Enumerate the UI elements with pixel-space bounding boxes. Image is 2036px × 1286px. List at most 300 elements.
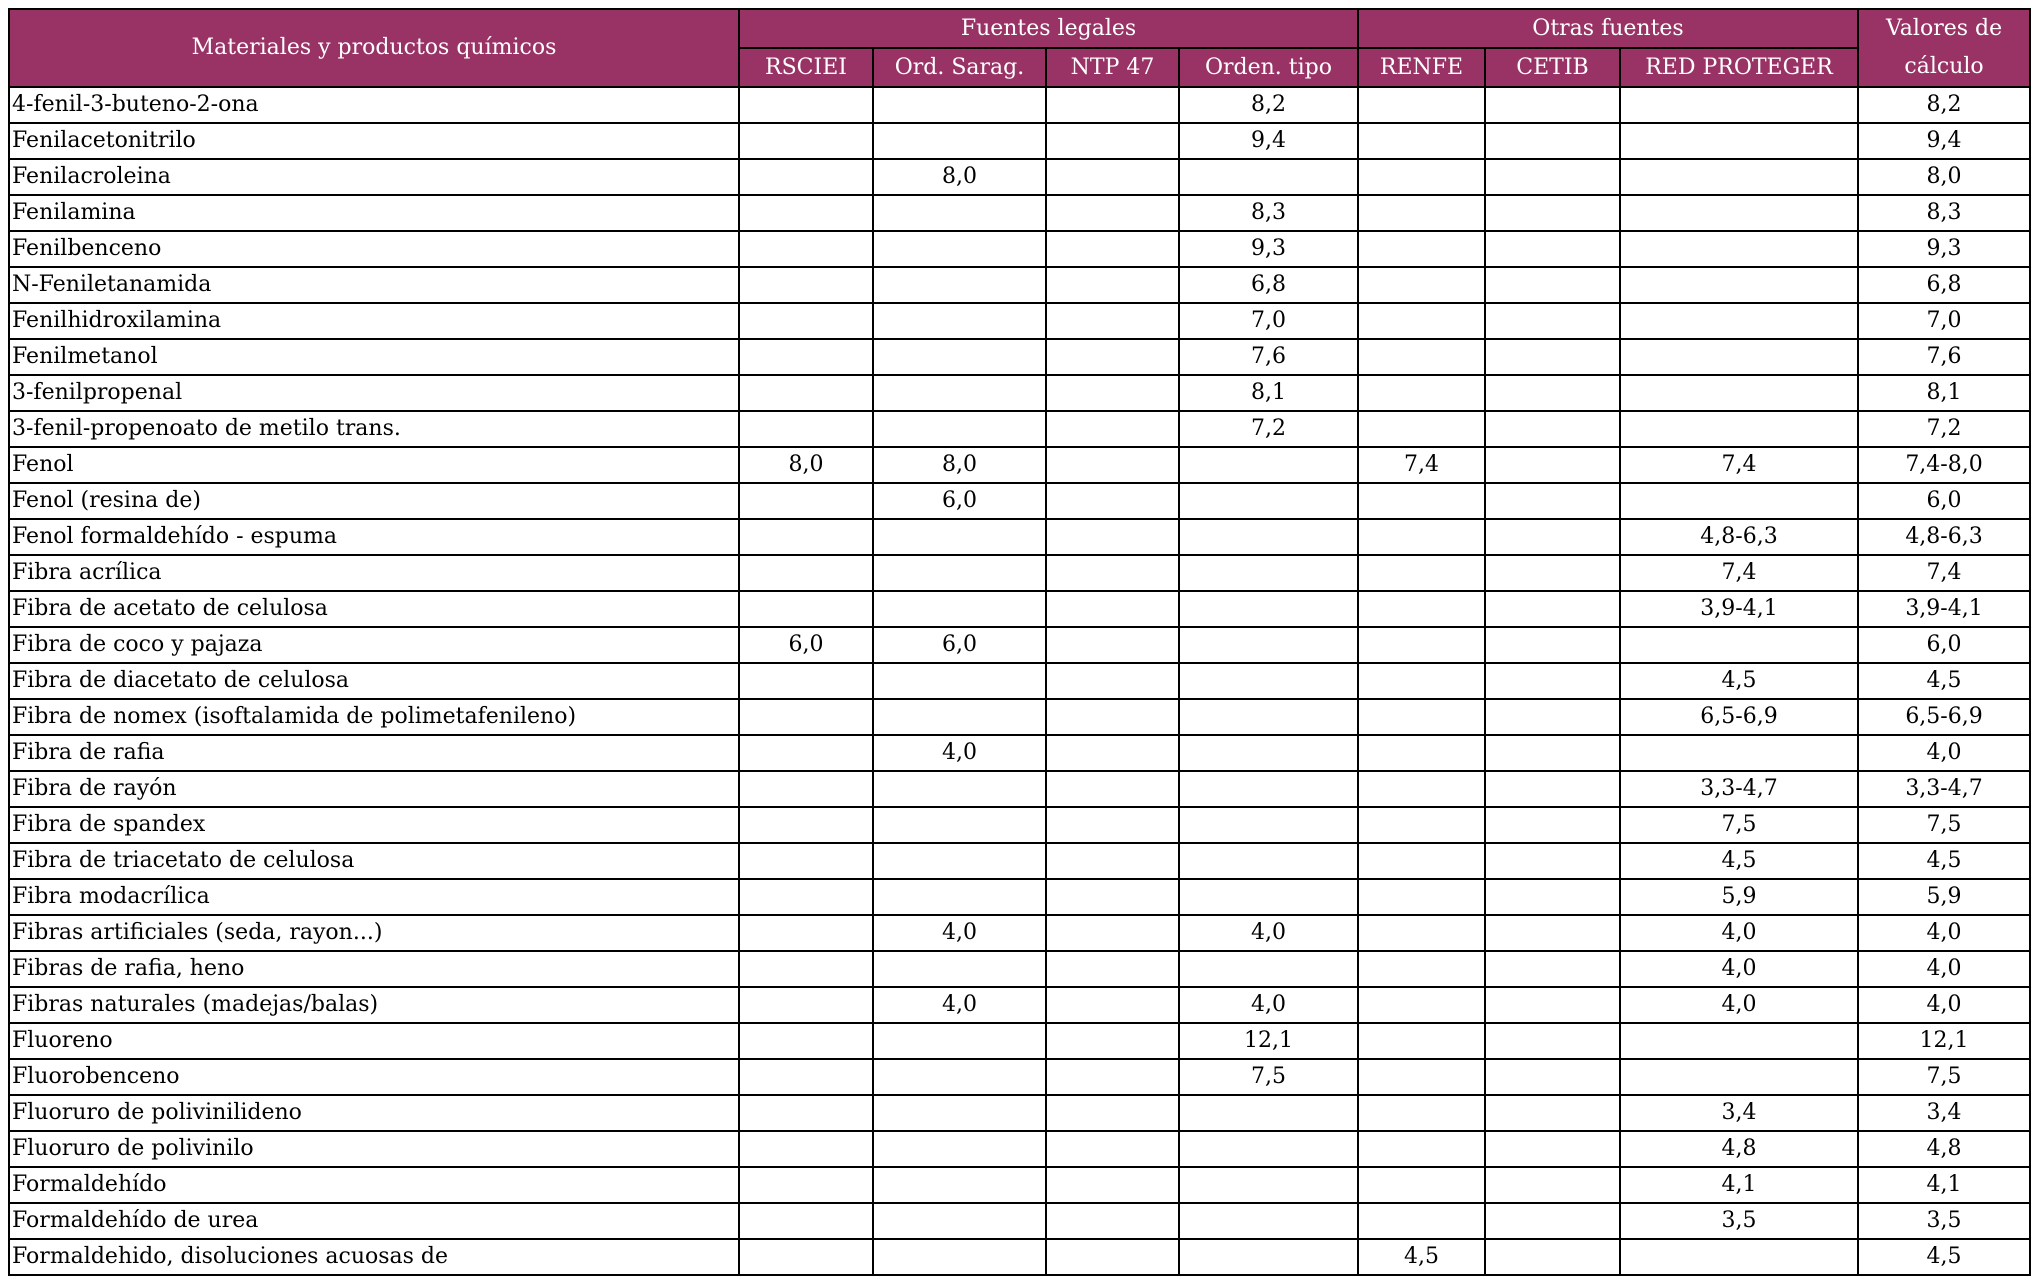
value-cell bbox=[739, 519, 873, 555]
value-cell bbox=[873, 1167, 1046, 1203]
value-cell bbox=[1046, 951, 1179, 987]
value-cell bbox=[739, 1167, 873, 1203]
header-calculation-values: Valores de cálculo bbox=[1858, 9, 2030, 87]
material-name-cell: Fenol (resina de) bbox=[9, 483, 739, 519]
value-cell bbox=[739, 1239, 873, 1275]
material-name-cell: Fibras artificiales (seda, rayon...) bbox=[9, 915, 739, 951]
value-cell bbox=[1046, 231, 1179, 267]
calculation-value-cell: 7,2 bbox=[1858, 411, 2030, 447]
value-cell: 4,0 bbox=[873, 915, 1046, 951]
value-cell bbox=[1620, 1023, 1858, 1059]
table-row bbox=[9, 1059, 2030, 1095]
value-cell bbox=[1179, 555, 1358, 591]
value-cell bbox=[1485, 951, 1620, 987]
value-cell bbox=[1358, 1131, 1485, 1167]
value-cell bbox=[1046, 1059, 1179, 1095]
value-cell bbox=[1046, 807, 1179, 843]
material-name-cell: Fluoruro de polivinilo bbox=[9, 1131, 739, 1167]
value-cell bbox=[1358, 915, 1485, 951]
value-cell bbox=[1358, 519, 1485, 555]
value-cell bbox=[739, 987, 873, 1023]
value-cell: 3,9-4,1 bbox=[1620, 591, 1858, 627]
table-body bbox=[9, 87, 2030, 1275]
value-cell bbox=[1179, 735, 1358, 771]
value-cell bbox=[873, 699, 1046, 735]
value-cell bbox=[1046, 339, 1179, 375]
table-row bbox=[9, 1095, 2030, 1131]
calculation-value-cell: 8,1 bbox=[1858, 375, 2030, 411]
value-cell: 8,3 bbox=[1179, 195, 1358, 231]
value-cell bbox=[873, 555, 1046, 591]
value-cell bbox=[1046, 591, 1179, 627]
value-cell bbox=[1485, 411, 1620, 447]
calculation-value-cell: 8,3 bbox=[1858, 195, 2030, 231]
value-cell bbox=[1358, 591, 1485, 627]
value-cell: 7,5 bbox=[1179, 1059, 1358, 1095]
value-cell bbox=[1485, 771, 1620, 807]
value-cell bbox=[1179, 1167, 1358, 1203]
calculation-value-cell: 6,0 bbox=[1858, 627, 2030, 663]
value-cell bbox=[873, 1095, 1046, 1131]
value-cell: 8,0 bbox=[873, 159, 1046, 195]
value-cell bbox=[1358, 87, 1485, 123]
table-row bbox=[9, 267, 2030, 303]
value-cell bbox=[1358, 267, 1485, 303]
value-cell bbox=[1485, 87, 1620, 123]
calculation-value-cell: 7,4-8,0 bbox=[1858, 447, 2030, 483]
value-cell bbox=[1046, 1023, 1179, 1059]
value-cell: 4,0 bbox=[1179, 915, 1358, 951]
value-cell bbox=[1620, 627, 1858, 663]
value-cell bbox=[873, 231, 1046, 267]
value-cell: 6,0 bbox=[873, 483, 1046, 519]
material-name-cell: Fibra de acetato de celulosa bbox=[9, 591, 739, 627]
table-row bbox=[9, 375, 2030, 411]
value-cell bbox=[1358, 987, 1485, 1023]
value-cell bbox=[873, 1023, 1046, 1059]
value-cell: 4,5 bbox=[1620, 663, 1858, 699]
value-cell bbox=[1358, 231, 1485, 267]
value-cell bbox=[1620, 231, 1858, 267]
material-name-cell: Fibra de coco y pajaza bbox=[9, 627, 739, 663]
value-cell bbox=[1485, 591, 1620, 627]
table-row bbox=[9, 447, 2030, 483]
value-cell bbox=[1485, 339, 1620, 375]
calculation-value-cell: 4,0 bbox=[1858, 735, 2030, 771]
value-cell bbox=[1179, 1203, 1358, 1239]
header-group-row bbox=[9, 9, 2030, 48]
value-cell bbox=[1179, 159, 1358, 195]
value-cell bbox=[1485, 195, 1620, 231]
calculation-value-cell: 4,0 bbox=[1858, 951, 2030, 987]
table-row bbox=[9, 303, 2030, 339]
value-cell: 8,1 bbox=[1179, 375, 1358, 411]
value-cell bbox=[739, 735, 873, 771]
calculation-value-cell: 7,4 bbox=[1858, 555, 2030, 591]
value-cell bbox=[873, 843, 1046, 879]
material-name-cell: Fluoruro de polivinilideno bbox=[9, 1095, 739, 1131]
value-cell bbox=[739, 555, 873, 591]
value-cell: 4,5 bbox=[1620, 843, 1858, 879]
header-col-ntp47: NTP 47 bbox=[1046, 48, 1179, 87]
value-cell bbox=[1046, 411, 1179, 447]
value-cell: 4,8-6,3 bbox=[1620, 519, 1858, 555]
value-cell bbox=[873, 303, 1046, 339]
material-name-cell: Fibras naturales (madejas/balas) bbox=[9, 987, 739, 1023]
value-cell bbox=[1179, 1131, 1358, 1167]
value-cell bbox=[1179, 1239, 1358, 1275]
value-cell bbox=[739, 123, 873, 159]
value-cell bbox=[739, 699, 873, 735]
value-cell bbox=[873, 87, 1046, 123]
material-name-cell: Fluoreno bbox=[9, 1023, 739, 1059]
value-cell bbox=[1358, 843, 1485, 879]
value-cell bbox=[1358, 1167, 1485, 1203]
value-cell: 4,5 bbox=[1358, 1239, 1485, 1275]
value-cell bbox=[873, 1239, 1046, 1275]
value-cell bbox=[739, 1023, 873, 1059]
table-row bbox=[9, 123, 2030, 159]
value-cell bbox=[1046, 519, 1179, 555]
value-cell bbox=[1358, 303, 1485, 339]
value-cell bbox=[1046, 483, 1179, 519]
value-cell bbox=[1485, 1239, 1620, 1275]
value-cell bbox=[873, 663, 1046, 699]
material-name-cell: Fenol formaldehído - espuma bbox=[9, 519, 739, 555]
value-cell bbox=[1620, 123, 1858, 159]
header-materials: Materiales y productos químicos bbox=[9, 9, 739, 87]
material-name-cell: Fibra de rafia bbox=[9, 735, 739, 771]
value-cell: 6,0 bbox=[873, 627, 1046, 663]
value-cell bbox=[1358, 555, 1485, 591]
value-cell bbox=[873, 1203, 1046, 1239]
header-other-sources: Otras fuentes bbox=[1358, 9, 1858, 48]
value-cell bbox=[1358, 771, 1485, 807]
calculation-value-cell: 4,0 bbox=[1858, 915, 2030, 951]
value-cell bbox=[1620, 267, 1858, 303]
calculation-value-cell: 9,3 bbox=[1858, 231, 2030, 267]
value-cell bbox=[1046, 1167, 1179, 1203]
table-row bbox=[9, 807, 2030, 843]
value-cell bbox=[873, 375, 1046, 411]
value-cell bbox=[1179, 447, 1358, 483]
value-cell bbox=[1485, 1167, 1620, 1203]
value-cell bbox=[1485, 267, 1620, 303]
value-cell bbox=[1358, 663, 1485, 699]
value-cell bbox=[1620, 1059, 1858, 1095]
material-name-cell: Fibra de rayón bbox=[9, 771, 739, 807]
material-name-cell: Fibra de nomex (isoftalamida de polimetafenileno) bbox=[9, 699, 739, 735]
table-row bbox=[9, 879, 2030, 915]
value-cell bbox=[1046, 1131, 1179, 1167]
material-name-cell: Formaldehído bbox=[9, 1167, 739, 1203]
value-cell bbox=[739, 843, 873, 879]
value-cell bbox=[739, 879, 873, 915]
material-name-cell: N-Feniletanamida bbox=[9, 267, 739, 303]
value-cell bbox=[1620, 303, 1858, 339]
value-cell bbox=[1485, 447, 1620, 483]
value-cell bbox=[873, 123, 1046, 159]
value-cell bbox=[739, 303, 873, 339]
value-cell bbox=[1485, 159, 1620, 195]
value-cell bbox=[1046, 843, 1179, 879]
calculation-value-cell: 4,8-6,3 bbox=[1858, 519, 2030, 555]
value-cell: 8,0 bbox=[739, 447, 873, 483]
value-cell bbox=[1358, 807, 1485, 843]
value-cell bbox=[1046, 303, 1179, 339]
value-cell bbox=[1485, 1095, 1620, 1131]
value-cell bbox=[739, 1203, 873, 1239]
value-cell bbox=[1358, 879, 1485, 915]
material-name-cell: Fibras de rafia, heno bbox=[9, 951, 739, 987]
value-cell bbox=[873, 519, 1046, 555]
value-cell bbox=[873, 807, 1046, 843]
value-cell bbox=[739, 483, 873, 519]
value-cell bbox=[1485, 519, 1620, 555]
value-cell bbox=[1046, 771, 1179, 807]
value-cell bbox=[873, 267, 1046, 303]
value-cell: 4,0 bbox=[873, 735, 1046, 771]
value-cell bbox=[739, 1131, 873, 1167]
value-cell bbox=[739, 1059, 873, 1095]
value-cell bbox=[1358, 1095, 1485, 1131]
value-cell bbox=[739, 807, 873, 843]
value-cell bbox=[1620, 1239, 1858, 1275]
value-cell: 4,0 bbox=[1179, 987, 1358, 1023]
material-name-cell: Fenilhidroxilamina bbox=[9, 303, 739, 339]
calculation-value-cell: 12,1 bbox=[1858, 1023, 2030, 1059]
value-cell: 6,5-6,9 bbox=[1620, 699, 1858, 735]
value-cell bbox=[1620, 483, 1858, 519]
value-cell bbox=[1046, 879, 1179, 915]
value-cell bbox=[1485, 987, 1620, 1023]
value-cell bbox=[1179, 483, 1358, 519]
material-name-cell: Fibra de spandex bbox=[9, 807, 739, 843]
table-row bbox=[9, 483, 2030, 519]
value-cell bbox=[739, 591, 873, 627]
value-cell bbox=[739, 195, 873, 231]
value-cell bbox=[1620, 375, 1858, 411]
table-row bbox=[9, 627, 2030, 663]
value-cell bbox=[1046, 375, 1179, 411]
value-cell bbox=[1620, 159, 1858, 195]
material-name-cell: Fenol bbox=[9, 447, 739, 483]
material-name-cell: Fibra acrílica bbox=[9, 555, 739, 591]
calculation-value-cell: 3,5 bbox=[1858, 1203, 2030, 1239]
value-cell bbox=[1620, 339, 1858, 375]
table-row bbox=[9, 87, 2030, 123]
value-cell bbox=[1179, 807, 1358, 843]
value-cell bbox=[1179, 627, 1358, 663]
value-cell: 5,9 bbox=[1620, 879, 1858, 915]
value-cell bbox=[1046, 267, 1179, 303]
header-legal-sources: Fuentes legales bbox=[739, 9, 1358, 48]
calculation-value-cell: 7,6 bbox=[1858, 339, 2030, 375]
value-cell bbox=[739, 663, 873, 699]
value-cell: 4,0 bbox=[1620, 951, 1858, 987]
material-name-cell: Fibra de diacetato de celulosa bbox=[9, 663, 739, 699]
table-row bbox=[9, 1203, 2030, 1239]
value-cell bbox=[1179, 951, 1358, 987]
value-cell: 4,0 bbox=[1620, 987, 1858, 1023]
calculation-value-cell: 3,9-4,1 bbox=[1858, 591, 2030, 627]
value-cell bbox=[739, 339, 873, 375]
calculation-value-cell: 8,2 bbox=[1858, 87, 2030, 123]
value-cell bbox=[1358, 735, 1485, 771]
calculation-value-cell: 4,5 bbox=[1858, 843, 2030, 879]
table-row bbox=[9, 519, 2030, 555]
value-cell bbox=[1358, 1203, 1485, 1239]
material-name-cell: 3-fenilpropenal bbox=[9, 375, 739, 411]
value-cell bbox=[1485, 699, 1620, 735]
material-name-cell: Formaldehído de urea bbox=[9, 1203, 739, 1239]
value-cell bbox=[873, 771, 1046, 807]
value-cell bbox=[1179, 699, 1358, 735]
value-cell: 12,1 bbox=[1179, 1023, 1358, 1059]
value-cell bbox=[1046, 1239, 1179, 1275]
value-cell bbox=[1485, 1203, 1620, 1239]
value-cell bbox=[1485, 231, 1620, 267]
value-cell bbox=[1485, 627, 1620, 663]
value-cell: 7,4 bbox=[1620, 555, 1858, 591]
value-cell bbox=[1046, 987, 1179, 1023]
value-cell: 3,5 bbox=[1620, 1203, 1858, 1239]
value-cell: 3,4 bbox=[1620, 1095, 1858, 1131]
calculation-value-cell: 7,5 bbox=[1858, 1059, 2030, 1095]
value-cell bbox=[873, 1131, 1046, 1167]
value-cell bbox=[1046, 1095, 1179, 1131]
calculation-value-cell: 8,0 bbox=[1858, 159, 2030, 195]
table-row bbox=[9, 735, 2030, 771]
calculation-value-cell: 4,0 bbox=[1858, 987, 2030, 1023]
material-name-cell: Fenilmetanol bbox=[9, 339, 739, 375]
table-row bbox=[9, 1131, 2030, 1167]
value-cell bbox=[1046, 699, 1179, 735]
value-cell bbox=[1046, 663, 1179, 699]
value-cell bbox=[1046, 195, 1179, 231]
table-row bbox=[9, 1023, 2030, 1059]
material-name-cell: Fenilbenceno bbox=[9, 231, 739, 267]
value-cell bbox=[873, 339, 1046, 375]
value-cell bbox=[1485, 879, 1620, 915]
value-cell bbox=[739, 1095, 873, 1131]
value-cell bbox=[1179, 663, 1358, 699]
value-cell bbox=[1485, 1023, 1620, 1059]
material-name-cell: 4-fenil-3-buteno-2-ona bbox=[9, 87, 739, 123]
material-name-cell: Fluorobenceno bbox=[9, 1059, 739, 1095]
calculation-value-cell: 4,5 bbox=[1858, 1239, 2030, 1275]
table-row bbox=[9, 915, 2030, 951]
value-cell bbox=[1485, 915, 1620, 951]
value-cell bbox=[873, 879, 1046, 915]
value-cell bbox=[873, 1059, 1046, 1095]
table-row bbox=[9, 771, 2030, 807]
value-cell bbox=[1485, 555, 1620, 591]
material-name-cell: Fibra modacrílica bbox=[9, 879, 739, 915]
table-row bbox=[9, 411, 2030, 447]
calculation-value-cell: 3,4 bbox=[1858, 1095, 2030, 1131]
material-name-cell: Formaldehido, disoluciones acuosas de bbox=[9, 1239, 739, 1275]
value-cell: 4,8 bbox=[1620, 1131, 1858, 1167]
value-cell bbox=[1358, 483, 1485, 519]
header-col-renfe: RENFE bbox=[1358, 48, 1485, 87]
value-cell bbox=[1620, 87, 1858, 123]
table-row bbox=[9, 663, 2030, 699]
value-cell: 4,0 bbox=[1620, 915, 1858, 951]
calculation-value-cell: 4,8 bbox=[1858, 1131, 2030, 1167]
value-cell bbox=[1179, 771, 1358, 807]
value-cell bbox=[1358, 1059, 1485, 1095]
value-cell: 7,5 bbox=[1620, 807, 1858, 843]
value-cell bbox=[1358, 411, 1485, 447]
value-cell bbox=[1046, 555, 1179, 591]
value-cell: 7,0 bbox=[1179, 303, 1358, 339]
value-cell: 6,8 bbox=[1179, 267, 1358, 303]
table-row bbox=[9, 1239, 2030, 1275]
table-row bbox=[9, 1167, 2030, 1203]
value-cell: 8,0 bbox=[873, 447, 1046, 483]
table-row bbox=[9, 195, 2030, 231]
value-cell bbox=[1620, 411, 1858, 447]
value-cell bbox=[1046, 87, 1179, 123]
value-cell: 4,0 bbox=[873, 987, 1046, 1023]
value-cell bbox=[1358, 375, 1485, 411]
value-cell bbox=[1485, 843, 1620, 879]
value-cell: 7,6 bbox=[1179, 339, 1358, 375]
value-cell bbox=[739, 915, 873, 951]
value-cell bbox=[873, 411, 1046, 447]
value-cell bbox=[739, 951, 873, 987]
calculation-value-cell: 5,9 bbox=[1858, 879, 2030, 915]
value-cell bbox=[1179, 519, 1358, 555]
value-cell bbox=[873, 591, 1046, 627]
value-cell bbox=[1358, 699, 1485, 735]
value-cell bbox=[1046, 1203, 1179, 1239]
value-cell bbox=[1046, 159, 1179, 195]
value-cell bbox=[1358, 339, 1485, 375]
calculation-value-cell: 3,3-4,7 bbox=[1858, 771, 2030, 807]
value-cell bbox=[1485, 123, 1620, 159]
value-cell bbox=[873, 951, 1046, 987]
value-cell: 7,4 bbox=[1620, 447, 1858, 483]
value-cell bbox=[1358, 1023, 1485, 1059]
calculation-value-cell: 7,5 bbox=[1858, 807, 2030, 843]
value-cell bbox=[739, 159, 873, 195]
value-cell bbox=[1179, 591, 1358, 627]
value-cell bbox=[739, 375, 873, 411]
material-name-cell: Fenilacroleina bbox=[9, 159, 739, 195]
value-cell bbox=[1485, 663, 1620, 699]
value-cell: 7,4 bbox=[1358, 447, 1485, 483]
material-name-cell: Fibra de triacetato de celulosa bbox=[9, 843, 739, 879]
value-cell bbox=[739, 771, 873, 807]
value-cell bbox=[1046, 915, 1179, 951]
value-cell bbox=[739, 87, 873, 123]
calculation-value-cell: 6,0 bbox=[1858, 483, 2030, 519]
value-cell bbox=[1620, 195, 1858, 231]
calculation-value-cell: 9,4 bbox=[1858, 123, 2030, 159]
materials-table bbox=[8, 8, 2031, 1276]
value-cell bbox=[1358, 951, 1485, 987]
value-cell bbox=[1358, 195, 1485, 231]
value-cell bbox=[1179, 843, 1358, 879]
table-row bbox=[9, 699, 2030, 735]
table-header bbox=[9, 9, 2030, 87]
material-name-cell: Fenilacetonitrilo bbox=[9, 123, 739, 159]
table-row bbox=[9, 591, 2030, 627]
value-cell bbox=[1485, 375, 1620, 411]
value-cell bbox=[1358, 159, 1485, 195]
